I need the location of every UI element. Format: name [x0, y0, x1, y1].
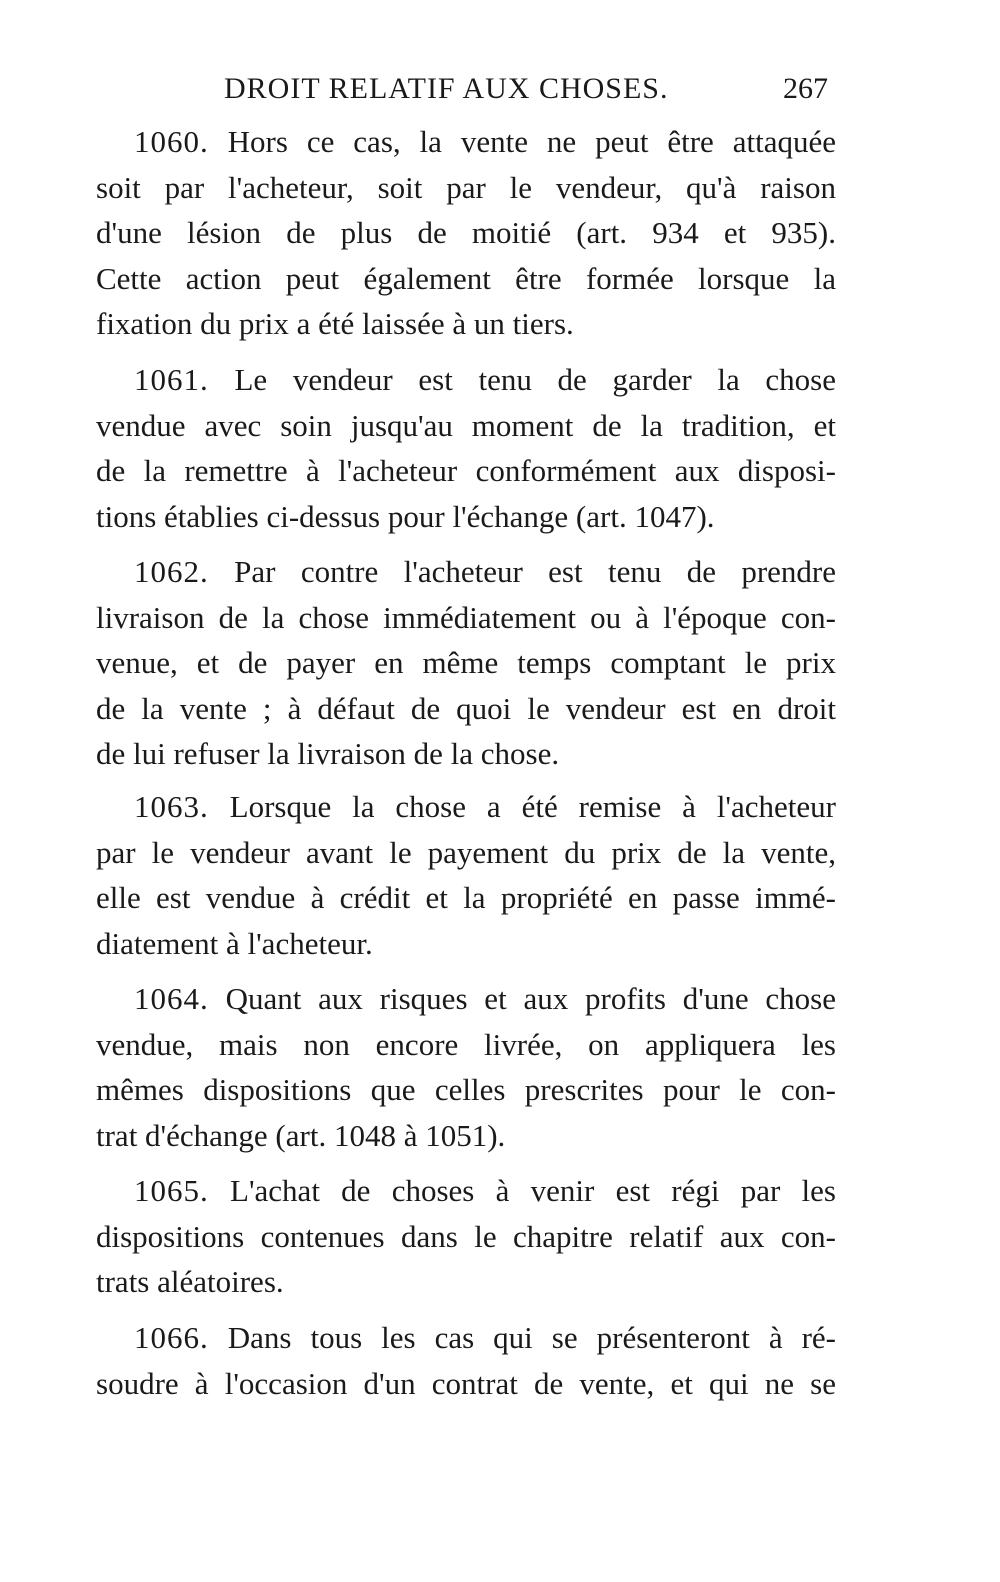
text-line	[96, 119, 836, 165]
text-line: dispositions contenues dans le chapitre relatif aux con-	[96, 1218, 836, 1254]
text-line: mêmes dispositions que celles prescrites pour le con-	[96, 1072, 836, 1107]
article-number: 1062.	[134, 554, 209, 589]
text-line: de la vente ; à défaut de quoi le vendeur est en droit	[96, 690, 836, 726]
article-1061	[96, 357, 836, 539]
text-line	[96, 1168, 836, 1214]
text-line: livraison de la chose immédiatement ou à l'époque con-	[96, 599, 836, 635]
line-text: Le vendeur est tenu de garder la chose	[234, 362, 836, 397]
text-line: soit par l'acheteur, soit par le vendeur, qu'à raison	[96, 169, 836, 205]
text-line: par le vendeur avant le payement du prix de la vente,	[96, 834, 836, 870]
article-number: 1060.	[134, 124, 209, 159]
text-line: trats aléatoires.	[96, 1264, 284, 1299]
text-line: de la remettre à l'acheteur conformément aux disposi-	[96, 453, 836, 488]
text-line	[96, 1315, 836, 1361]
text-line: vendue, mais non encore livrée, on appliquera les	[96, 1026, 836, 1062]
line-text: Quant aux risques et aux profits d'une chose	[225, 981, 836, 1016]
article-1063	[96, 784, 836, 966]
line-text: L'achat de choses à venir est régi par les	[230, 1173, 836, 1208]
text-line: fixation du prix a été laissée à un tiers.	[96, 306, 574, 341]
article-1060	[96, 119, 836, 347]
article-number: 1066.	[134, 1320, 209, 1355]
text-line: de lui refuser la livraison de la chose.	[96, 736, 560, 771]
text-line: elle est vendue à crédit et la propriété en passe immé-	[96, 880, 836, 915]
text-line: Cette action peut également être formée lorsque la	[96, 260, 836, 296]
text-line: trat d'échange (art. 1048 à 1051).	[96, 1117, 506, 1153]
line-text: Hors ce cas, la vente ne peut être attaquée	[227, 124, 836, 159]
text-line: venue, et de payer en même temps comptant le prix	[96, 645, 836, 680]
page-header	[100, 72, 836, 112]
line-text: Par contre l'acheteur est tenu de prendre	[234, 554, 836, 589]
text-line: diatement à l'acheteur.	[96, 925, 373, 961]
text-line: soudre à l'occasion d'un contrat de vente, et qui ne se	[96, 1365, 836, 1401]
article-number: 1061.	[134, 362, 209, 397]
article-number: 1064.	[134, 981, 209, 1016]
running-title: DROIT RELATIF AUX CHOSES.	[224, 72, 669, 105]
article-1065	[96, 1168, 836, 1305]
text-line: tions établies ci-dessus pour l'échange (art. 1047).	[96, 498, 715, 534]
text-line	[96, 976, 836, 1022]
article-1064	[96, 976, 836, 1158]
text-line	[96, 549, 836, 595]
article-number: 1063.	[134, 789, 209, 824]
text-line	[96, 357, 836, 403]
article-number: 1065.	[134, 1173, 209, 1208]
text-line: d'une lésion de plus de moitié (art. 934 et 935).	[96, 215, 836, 250]
article-1062	[96, 549, 836, 777]
line-text: Dans tous les cas qui se présenteront à ré-	[227, 1320, 836, 1355]
page-number: 267	[783, 72, 828, 105]
text-line: vendue avec soin jusqu'au moment de la tradition, et	[96, 407, 836, 443]
line-text: Lorsque la chose a été remise à l'acheteur	[229, 789, 836, 824]
text-line	[96, 784, 836, 830]
article-1066	[96, 1315, 836, 1406]
